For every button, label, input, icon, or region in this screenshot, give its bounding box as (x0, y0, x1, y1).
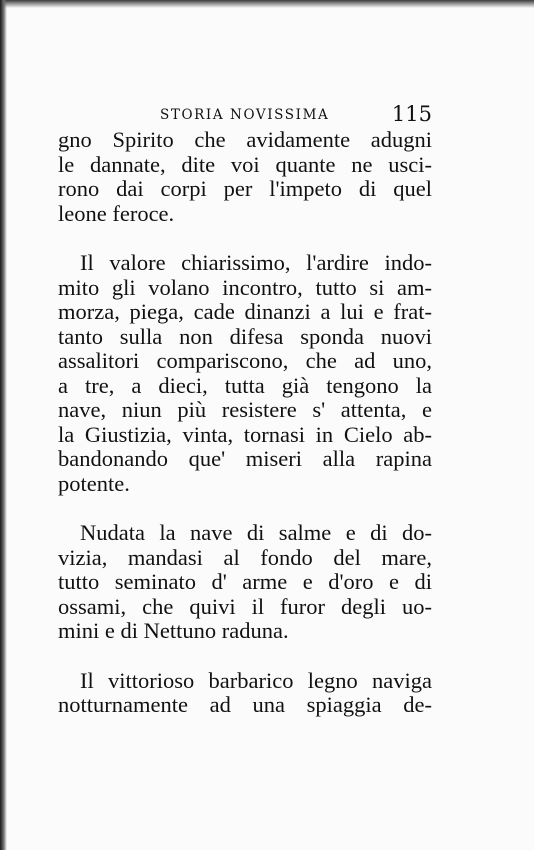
text-line: ossami, che quivi il furor degli uo- (58, 593, 432, 619)
paragraph-4 (58, 669, 432, 718)
text-line: mini e di Nettuno raduna. (58, 618, 289, 643)
paragraph-gap (58, 226, 432, 251)
text-line: potente. (58, 470, 130, 496)
text-line: rono dai corpi per l'impeto di quel (58, 176, 432, 201)
text-line: bandonando que' miseri alla rapina (58, 446, 432, 471)
paragraph-2 (58, 251, 432, 496)
text-line: a tre, a dieci, tutta già tengono la (58, 372, 432, 398)
paragraph-3 (58, 521, 432, 644)
text-line: la Giustizia, vinta, tornasi in Cielo ab- (58, 421, 432, 447)
text-line: tanto sulla non difesa sponda nuovi (58, 323, 432, 349)
paragraph-1 (58, 128, 432, 226)
text-line: vizia, mandasi al fondo del mare, (58, 544, 432, 570)
text-line: Il vittorioso barbarico legno naviga (80, 667, 432, 693)
page-binding-shadow (0, 0, 7, 850)
text-line: gno Spirito che avidamente adugni (58, 127, 432, 152)
running-head-title: STORIA NOVISSIMA (160, 107, 330, 123)
body-text (58, 128, 432, 718)
text-line: leone feroce. (58, 200, 175, 226)
text-line: le dannate, dite voi quante ne usci- (58, 151, 432, 177)
text-line: Nudata la nave di salme e di do- (80, 520, 432, 545)
text-line: morza, piega, cade dinanzi a lui e frat- (58, 299, 432, 324)
text-line: mito gli volano incontro, tutto si am- (58, 274, 432, 300)
text-line: assalitori compariscono, che ad uno, (58, 348, 432, 373)
text-line: notturnamente ad una spiaggia de- (58, 692, 432, 717)
text-line: nave, niun più resistere s' attenta, e (58, 397, 432, 422)
text-line: Il valore chiarissimo, l'ardire indo- (80, 250, 432, 275)
paragraph-gap (58, 496, 432, 521)
page-number: 115 (391, 102, 432, 126)
page-top-shadow (0, 0, 534, 8)
text-line: tutto seminato d' arme e d'oro e di (58, 569, 432, 594)
running-head (160, 103, 432, 127)
paragraph-gap (58, 644, 432, 669)
